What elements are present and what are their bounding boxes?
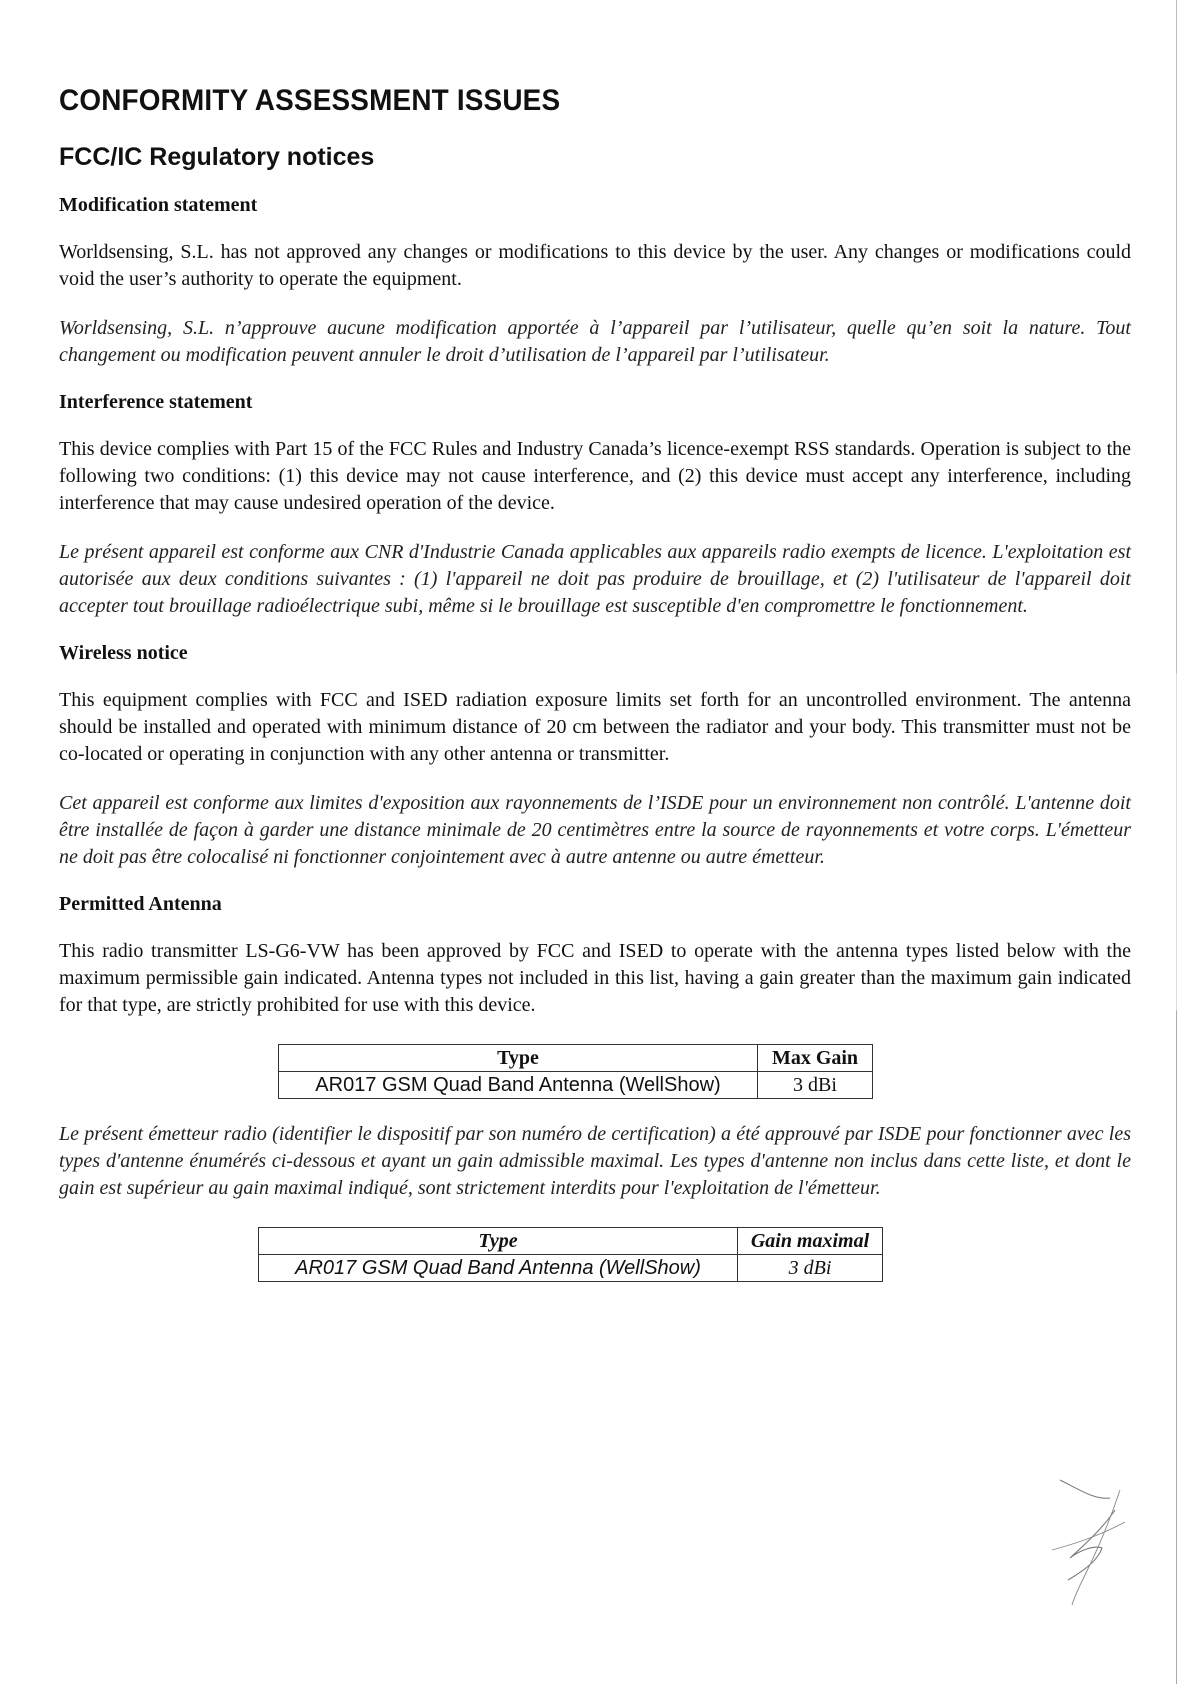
signature-mark <box>1050 1470 1150 1610</box>
col-gain-header: Max Gain <box>758 1045 873 1072</box>
antenna-table-fr <box>258 1227 883 1282</box>
wireless-text-fr: Cet appareil est conforme aux limites d'exposition aux rayonnements de l’ISDE pour un environnement non contrôlé. L'antenne doit être installée de façon à garder une distance minimale de 20 centimètres entre la source de rayonnements et votre corps. L'émetteur ne doit pas être colocalisé ni fonctionner conjointement avec à autre antenne ou autre émetteur. <box>59 792 1131 868</box>
page-subtitle: FCC/IC Regulatory notices <box>59 143 375 171</box>
interference-heading: Interference statement <box>59 391 253 413</box>
document-content <box>59 84 1131 1282</box>
antenna-heading: Permitted Antenna <box>59 893 222 915</box>
antenna-model-cell: AR017 GSM Quad Band Antenna (WellShow) <box>279 1072 758 1099</box>
interference-text-en: This device complies with Part 15 of the FCC Rules and Industry Canada’s licence-exempt RSS standards. Operation is subject to the following two conditions: (1) this device may not cause interference, and (2) this device must accept any interference, including interference that may cause undesired operation of the device. <box>59 438 1131 514</box>
antenna-text-fr: Le présent émetteur radio (identifier le dispositif par son numéro de certification) a été approuvé par ISDE pour fonctionner avec les types d'antenne énumérés ci-dessous et ayant un gain admissible maximal. Les types d'antenne non inclus dans cette liste, et dont le gain est supérieur au gain maximal indiqué, sont strictement interdits pour l'exploitation de l'émetteur. <box>59 1123 1131 1199</box>
modification-heading: Modification statement <box>59 194 258 216</box>
wireless-heading: Wireless notice <box>59 642 188 664</box>
antenna-table-en <box>278 1044 873 1099</box>
table-header-row <box>279 1045 873 1072</box>
col-type-header: Type <box>259 1228 738 1255</box>
antenna-gain-cell: 3 dBi <box>738 1255 883 1282</box>
page-edge-line <box>1176 0 1177 1684</box>
page-title: CONFORMITY ASSESSMENT ISSUES <box>59 84 561 117</box>
interference-text-fr: Le présent appareil est conforme aux CNR d'Industrie Canada applicables aux appareils radio exempts de licence. L'exploitation est autorisée aux deux conditions suivantes : (1) l'appareil ne doit pas produire de brouillage, et (2) l'utilisateur de l'appareil doit accepter tout brouillage radioélectrique subi, même si le brouillage est susceptible d'en compromettre le fonctionnement. <box>59 541 1131 617</box>
table-header-row <box>259 1228 883 1255</box>
wireless-text-en: This equipment complies with FCC and ISED radiation exposure limits set forth for an uncontrolled environment. The antenna should be installed and operated with minimum distance of 20 cm between the radiator and your body. This transmitter must not be co-located or operating in conjunction with any other antenna or transmitter. <box>59 689 1131 765</box>
col-gain-header: Gain maximal <box>738 1228 883 1255</box>
table-row <box>279 1072 873 1099</box>
table-row <box>259 1255 883 1282</box>
antenna-model-cell: AR017 GSM Quad Band Antenna (WellShow) <box>259 1255 738 1282</box>
antenna-gain-cell: 3 dBi <box>758 1072 873 1099</box>
antenna-text-en: This radio transmitter LS-G6-VW has been approved by FCC and ISED to operate with the antenna types listed below with the maximum permissible gain indicated. Antenna types not included in this list, having a gain greater than the maximum gain indicated for that type, are strictly prohibited for use with this device. <box>59 940 1131 1016</box>
modification-text-fr: Worldsensing, S.L. n’approuve aucune modification apportée à l’appareil par l’utilisateur, quelle qu’en soit la nature. Tout changement ou modification peuvent annuler le droit d’utilisation de l’appareil par l’utilisateur. <box>59 317 1131 366</box>
col-type-header: Type <box>279 1045 758 1072</box>
modification-text-en: Worldsensing, S.L. has not approved any changes or modifications to this device by the user. Any changes or modifications could void the user’s authority to operate the equipment. <box>59 241 1131 290</box>
